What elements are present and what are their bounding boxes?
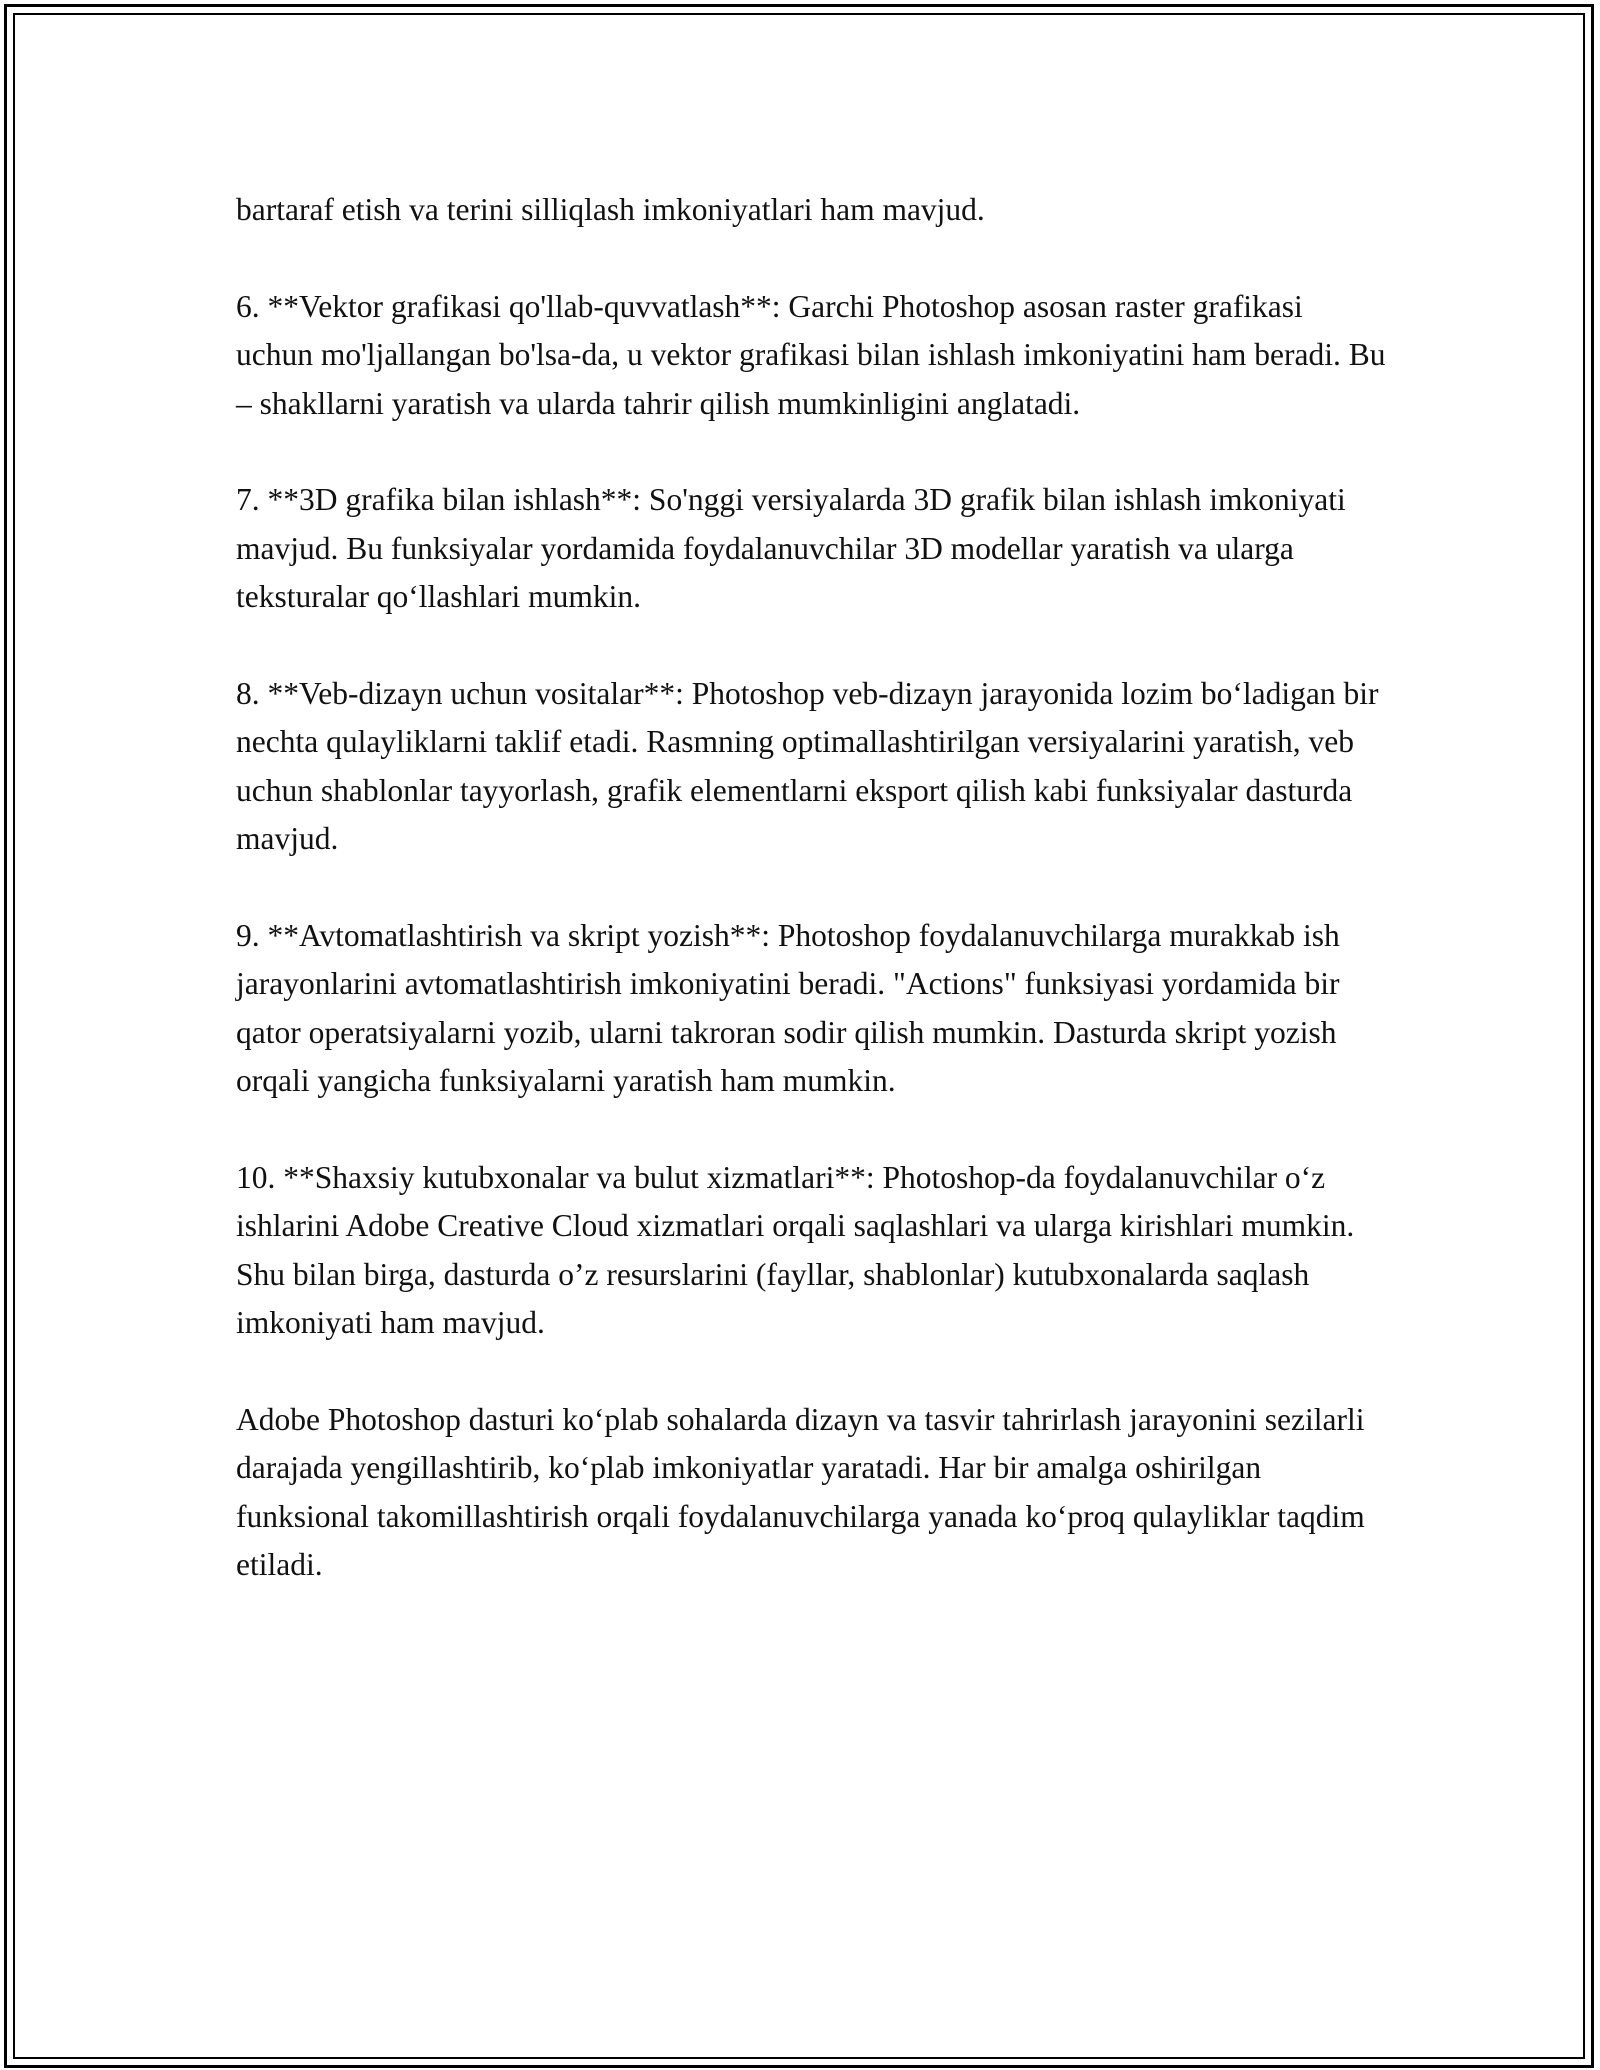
paragraph-item-9: 9. **Avtomatlashtirish va skript yozish**: Photoshop foydalanuvchilarga murakkab ish jarayonlarini avtomatlashtirish imkoniyatini beradi. "Actions" funksiyasi yordamida bir qator operatsiyalarni yozib, ularni takroran sodir qilish mumkin. Dasturda skript yozish orqali yangicha funksiyalarni yaratish ham mumkin.	[236, 918, 1340, 1099]
paragraph-item-6: 6. **Vektor grafikasi qo'llab-quvvatlash**: Garchi Photoshop asosan raster grafikasi uchun mo'ljallangan bo'lsa-da, u vektor grafikasi bilan ishlash imkoniyatini ham beradi. Bu – shakllarni yaratish va ularda tahrir qilish mumkinligini anglatadi.	[236, 288, 1386, 421]
paragraph-item-10: 10. **Shaxsiy kutubxonalar va bulut xizmatlari**: Photoshop-da foydalanuvchilar o‘z ishlarini Adobe Creative Cloud xizmatlari orqali saqlashlari va ularga kirishlari mumkin. Shu bilan birga, dasturda o’z resurslarini (fayllar, shablonlar) kutubxonalarda saqlash imkoniyati ham mavjud.	[236, 1160, 1355, 1341]
paragraph-conclusion: Adobe Photoshop dasturi ko‘plab sohalarda dizayn va tasvir tahrirlash jarayonini sezilarli darajada yengillashtirib, ko‘plab imkoniyatlar yaratadi. Har bir amalga oshirilgan funksional takomillashtirish orqali foydalanuvchilarga yanada ko‘proq qulayliklar taqdim etiladi.	[236, 1402, 1365, 1583]
document-body	[236, 186, 1386, 1590]
paragraph-item-8: 8. **Veb-dizayn uchun vositalar**: Photoshop veb-dizayn jarayonida lozim bo‘ladigan bir nechta qulayliklarni taklif etadi. Rasmning optimallashtirilgan versiyalarini yaratish, veb uchun shablonlar tayyorlash, grafik elementlarni eksport qilish kabi funksiyalar dasturda mavjud.	[236, 676, 1379, 857]
paragraph-item-7: 7. **3D grafika bilan ishlash**: So'nggi versiyalarda 3D grafik bilan ishlash imkoniyati mavjud. Bu funksiyalar yordamida foydalanuvchilar 3D modellar yaratish va ularga teksturalar qo‘llashlari mumkin.	[236, 482, 1346, 615]
paragraph-continuation: bartaraf etish va terini silliqlash imkoniyatlari ham mavjud.	[236, 192, 985, 227]
